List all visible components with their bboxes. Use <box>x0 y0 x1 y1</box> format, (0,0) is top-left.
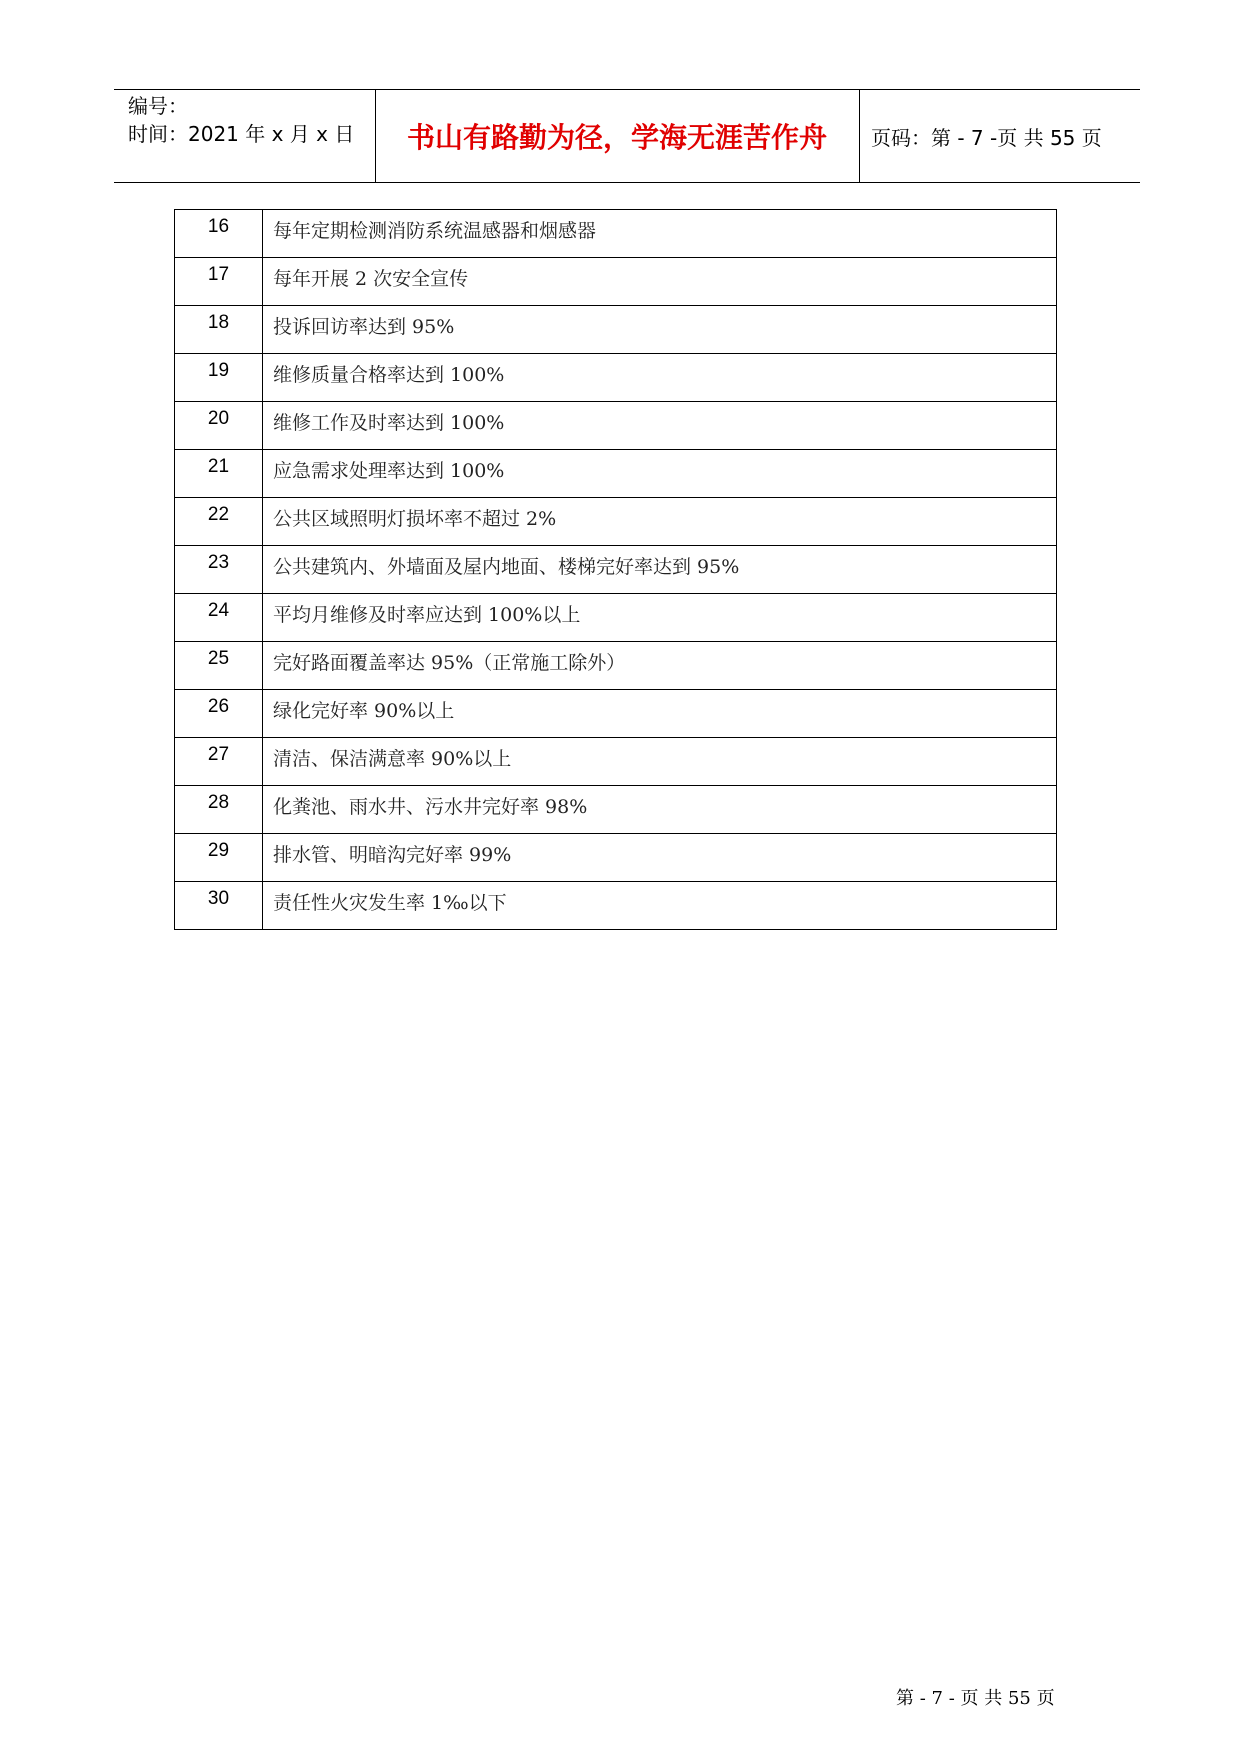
table-row <box>175 402 1057 450</box>
standards-table <box>174 209 1057 930</box>
row-number: 28 <box>175 786 263 834</box>
row-number: 20 <box>175 402 263 450</box>
row-text: 清洁、保洁满意率 90%以上 <box>263 738 1057 786</box>
row-text: 公共建筑内、外墙面及屋内地面、楼梯完好率达到 95% <box>263 546 1057 594</box>
row-number: 26 <box>175 690 263 738</box>
row-text: 完好路面覆盖率达 95%（正常施工除外） <box>263 642 1057 690</box>
row-number: 23 <box>175 546 263 594</box>
row-text: 应急需求处理率达到 100% <box>263 450 1057 498</box>
table-row <box>175 834 1057 882</box>
table-row <box>175 258 1057 306</box>
table-body <box>175 210 1057 930</box>
table-row <box>175 642 1057 690</box>
page-header <box>114 89 1140 183</box>
row-text: 平均月维修及时率应达到 100%以上 <box>263 594 1057 642</box>
footer-page-number: 第 - 7 - 页 共 55 页 <box>896 1688 1055 1709</box>
table-row <box>175 690 1057 738</box>
table-row <box>175 786 1057 834</box>
row-number: 29 <box>175 834 263 882</box>
row-number: 27 <box>175 738 263 786</box>
row-number: 17 <box>175 258 263 306</box>
header-page-number: 页码：第 - 7 -页 共 55 页 <box>871 125 1102 150</box>
row-number: 18 <box>175 306 263 354</box>
row-number: 21 <box>175 450 263 498</box>
row-number: 22 <box>175 498 263 546</box>
row-number: 16 <box>175 210 263 258</box>
row-text: 每年开展 2 次安全宣传 <box>263 258 1057 306</box>
table-row <box>175 594 1057 642</box>
row-number: 24 <box>175 594 263 642</box>
table-row <box>175 354 1057 402</box>
row-text: 每年定期检测消防系统温感器和烟感器 <box>263 210 1057 258</box>
row-number: 30 <box>175 882 263 930</box>
row-number: 25 <box>175 642 263 690</box>
row-text: 维修质量合格率达到 100% <box>263 354 1057 402</box>
row-number: 19 <box>175 354 263 402</box>
row-text: 公共区域照明灯损坏率不超过 2% <box>263 498 1057 546</box>
table-row <box>175 738 1057 786</box>
row-text: 排水管、明暗沟完好率 99% <box>263 834 1057 882</box>
table-row <box>175 306 1057 354</box>
row-text: 绿化完好率 90%以上 <box>263 690 1057 738</box>
header-divider <box>859 90 860 182</box>
table-row <box>175 210 1057 258</box>
row-text: 责任性火灾发生率 1‰以下 <box>263 882 1057 930</box>
header-meta <box>128 92 368 148</box>
row-text: 投诉回访率达到 95% <box>263 306 1057 354</box>
table-row <box>175 498 1057 546</box>
table-row <box>175 882 1057 930</box>
header-motto: 书山有路勤为径，学海无涯苦作舟 <box>406 121 827 154</box>
row-text: 化粪池、雨水井、污水井完好率 98% <box>263 786 1057 834</box>
time-label: 时间：2021 年 x 月 x 日 <box>128 122 355 146</box>
number-label: 编号： <box>128 94 188 118</box>
row-text: 维修工作及时率达到 100% <box>263 402 1057 450</box>
table-row <box>175 450 1057 498</box>
table-row <box>175 546 1057 594</box>
